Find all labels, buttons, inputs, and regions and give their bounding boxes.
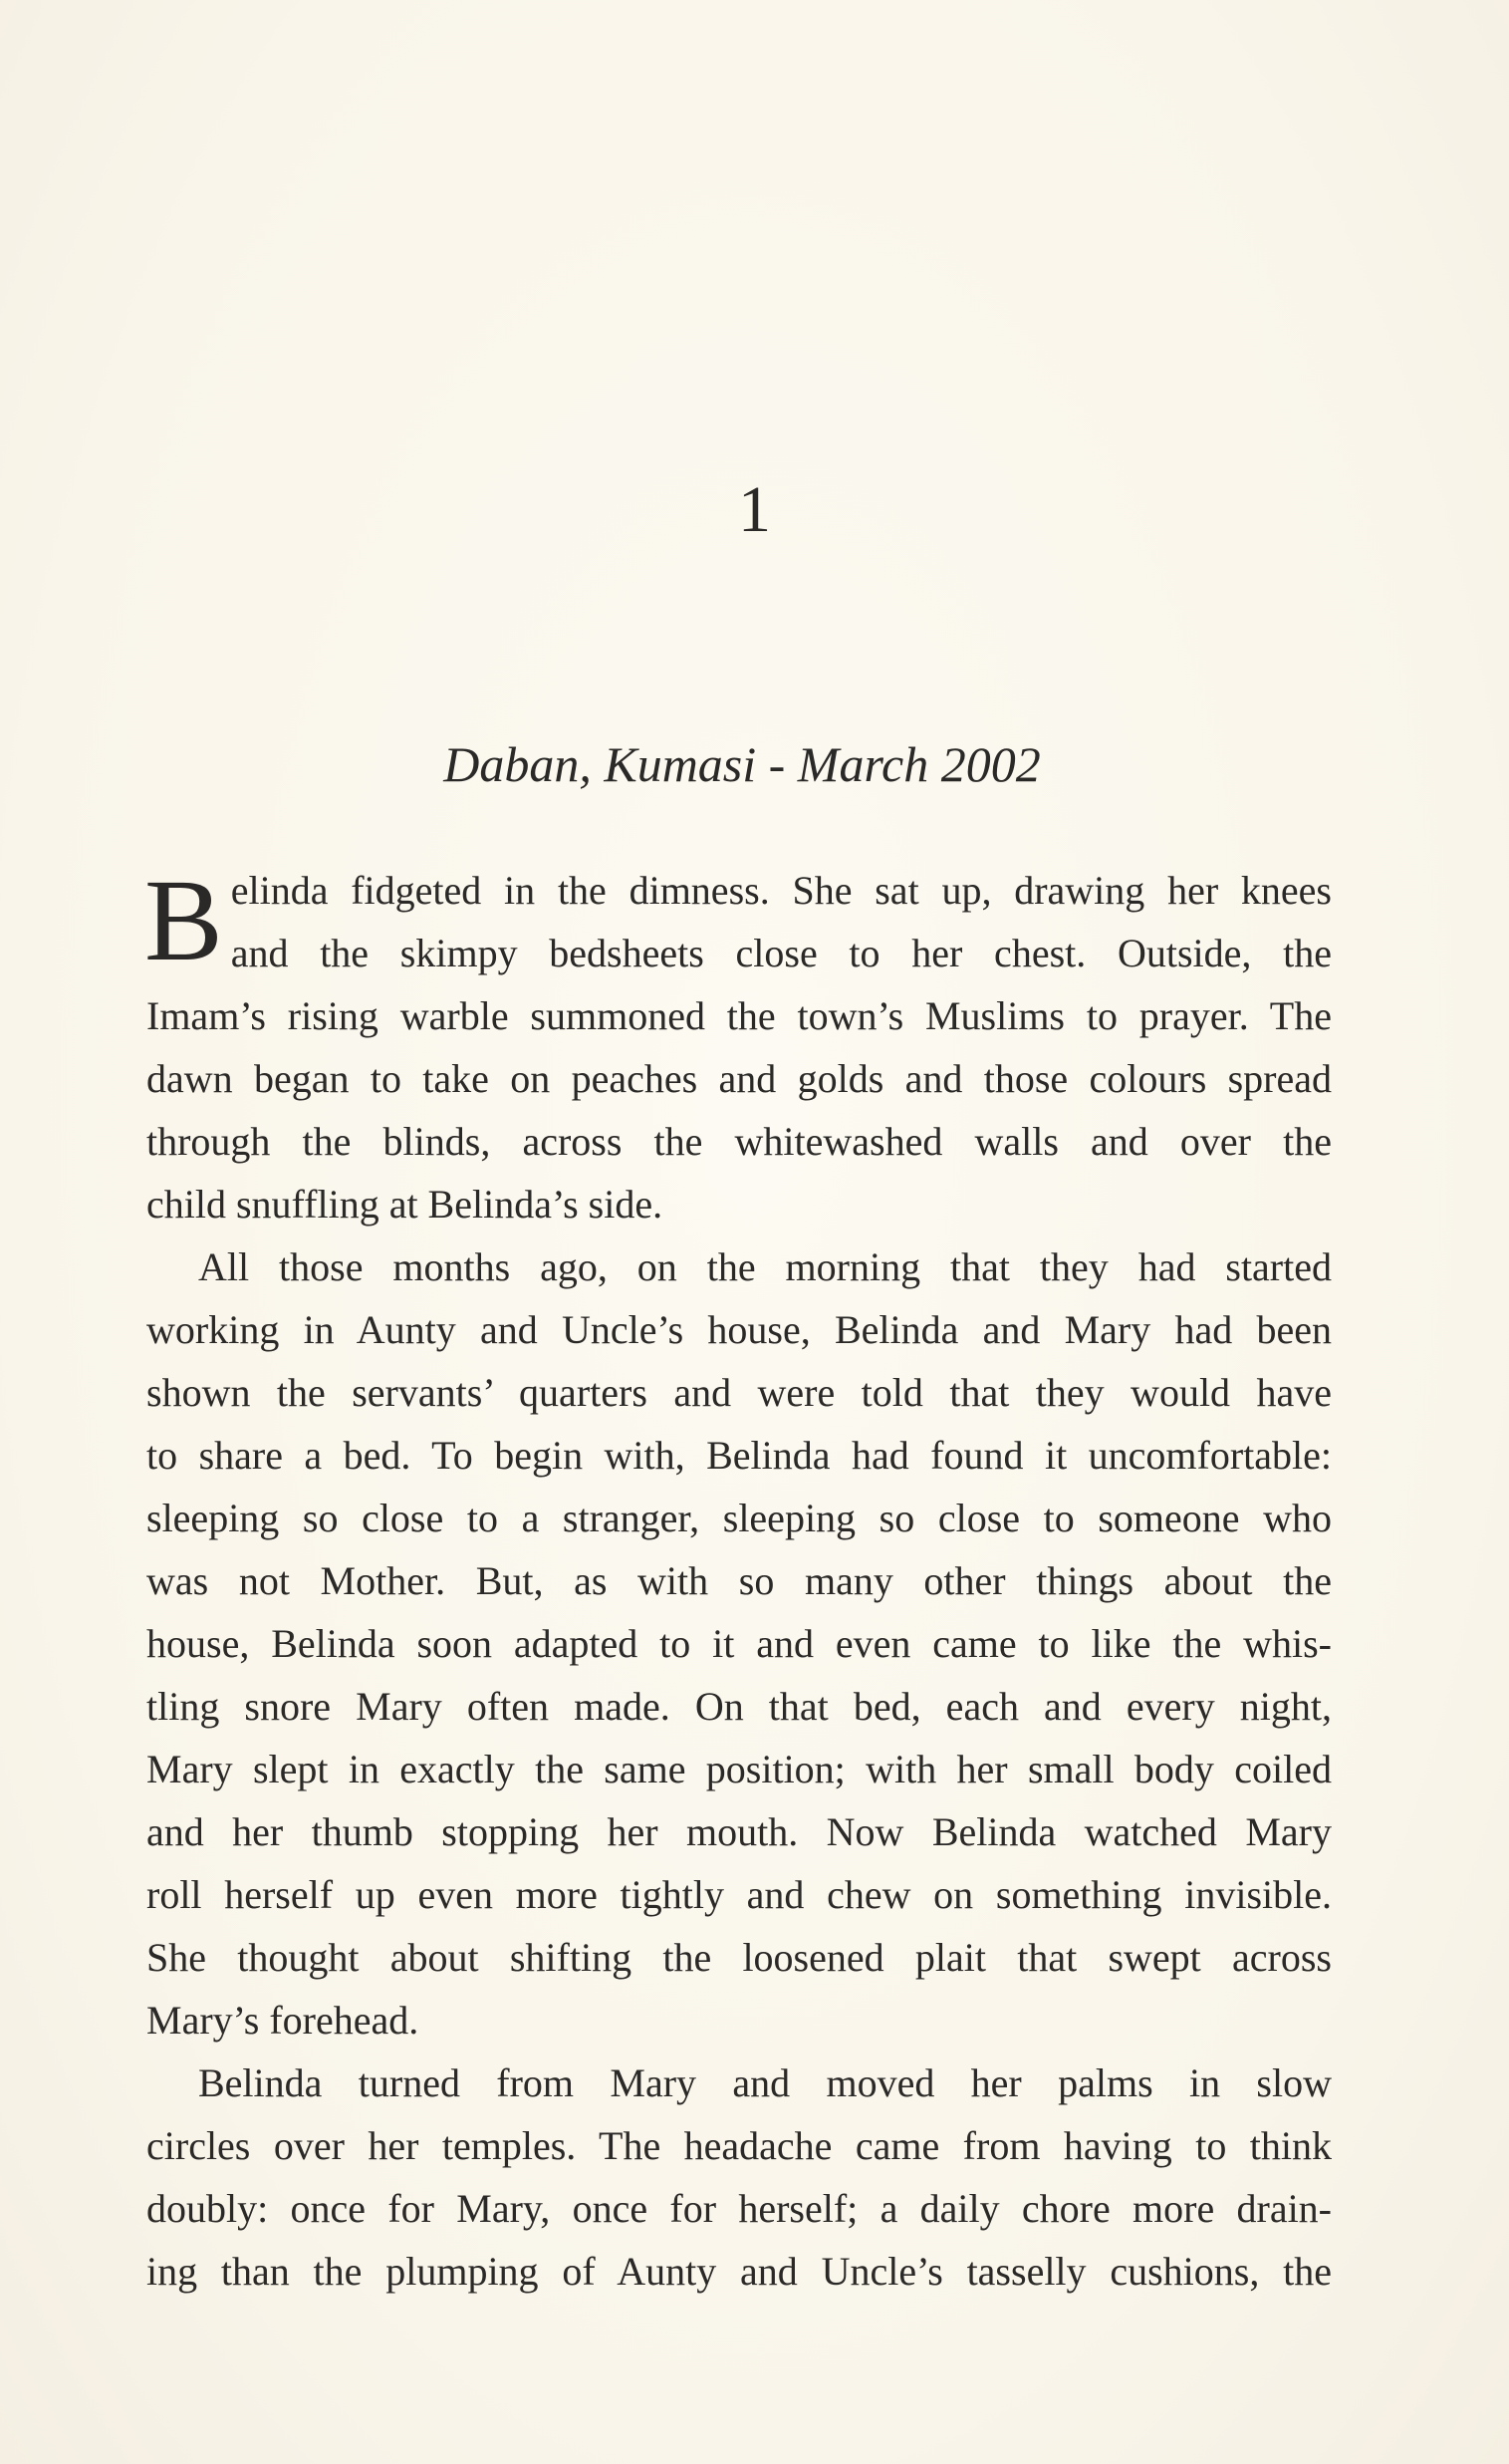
text-line: sleeping so close to a stranger, sleeping so close to someone who	[146, 1496, 1332, 1540]
text-line: doubly: once for Mary, once for herself; a daily chore more drain-	[146, 2186, 1332, 2231]
text-line: circles over her temples. The headache came from having to think	[146, 2123, 1332, 2168]
text-line: Belinda turned from Mary and moved her palms in slow	[198, 2060, 1332, 2105]
text-line: shown the servants’ quarters and were told that they would have	[146, 1370, 1332, 1415]
text-line: dawn began to take on peaches and golds and those colours spread	[146, 1056, 1332, 1101]
text-line: tling snore Mary often made. On that bed, each and every night,	[146, 1684, 1332, 1729]
paragraph-1	[144, 855, 1332, 1235]
chapter-number: 1	[738, 473, 771, 546]
text-line: ing than the plumping of Aunty and Uncle’s tasselly cushions, the	[146, 2249, 1332, 2294]
paragraph-2	[146, 1235, 1332, 2052]
paragraph-3	[146, 2052, 1332, 2303]
text-line: elinda fidgeted in the dimness. She sat up, drawing her knees	[230, 868, 1332, 913]
text-line: working in Aunty and Uncle’s house, Belinda and Mary had been	[146, 1307, 1332, 1352]
text-line: child snuffling at Belinda’s side.	[146, 1182, 663, 1227]
text-line: house, Belinda soon adapted to it and even came to like the whis-	[146, 1621, 1332, 1666]
text-line: to share a bed. To begin with, Belinda had found it uncomfortable:	[146, 1433, 1332, 1478]
text-line: All those months ago, on the morning that they had started	[198, 1244, 1332, 1289]
text-line: Mary’s forehead.	[146, 1998, 419, 2043]
text-line: She thought about shifting the loosened plait that swept across	[146, 1935, 1332, 1980]
text-line: Mary slept in exactly the same position; with her small body coiled	[146, 1747, 1332, 1791]
text-line: Imam’s rising warble summoned the town’s Muslims to prayer. The	[146, 993, 1332, 1038]
drop-cap: B	[144, 855, 223, 985]
text-line: and her thumb stopping her mouth. Now Belinda watched Mary	[146, 1809, 1332, 1854]
text-line: through the blinds, across the whitewashed walls and over the	[146, 1119, 1332, 1164]
body-text	[144, 855, 1332, 2303]
text-line: was not Mother. But, as with so many other things about the	[146, 1558, 1332, 1603]
chapter-subtitle: Daban, Kumasi - March 2002	[443, 736, 1041, 792]
text-line: and the skimpy bedsheets close to her chest. Outside, the	[230, 931, 1332, 975]
text-line: roll herself up even more tightly and chew on something invisible.	[146, 1872, 1332, 1917]
